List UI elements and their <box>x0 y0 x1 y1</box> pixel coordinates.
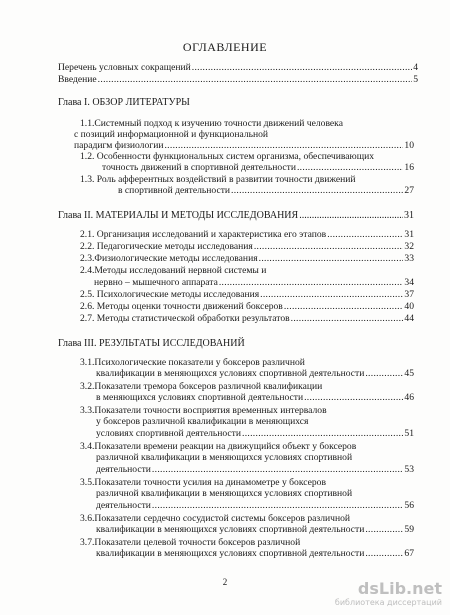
toc-entry-text: 2.4.Методы исследований нервной системы и <box>80 265 267 276</box>
toc-page-number: 31 <box>404 229 414 240</box>
leader-dots <box>260 289 403 300</box>
toc-entry-text: 2.7. Методы статистической обработки результатов <box>80 313 290 324</box>
leader-dots <box>291 313 404 324</box>
leader-dots <box>284 301 404 312</box>
leader-dots <box>297 162 403 173</box>
toc-entry-text: квалификации в меняющихся условиях спортивной деятельности <box>96 524 365 535</box>
toc-page-number: 56 <box>404 500 414 511</box>
toc-entry-text: 3.2.Показатели тремора боксеров различной квалификации <box>80 381 323 392</box>
toc-page-number: 5 <box>413 74 418 85</box>
toc-entry-text: деятельности <box>96 464 151 475</box>
leader-dots <box>231 185 403 196</box>
toc-entry-text: 3.5.Показатели точности усилия на динамометре у боксеров <box>80 477 327 488</box>
toc-entry-text: 3.4.Показатели времени реакции на движущийся объект у боксеров <box>80 441 357 452</box>
toc-entry-2-1 <box>80 229 414 240</box>
toc-page-number: 59 <box>404 524 414 535</box>
toc-page-number: 45 <box>404 368 414 379</box>
toc-page-number: 27 <box>404 185 414 196</box>
leader-dots <box>365 548 403 559</box>
toc-entry-text: деятельности <box>96 500 151 511</box>
toc-entry-2-6 <box>80 301 414 312</box>
leader-dots <box>164 140 403 151</box>
toc-entry-3-2 <box>96 392 414 403</box>
chapter-heading-1: Глава I. ОБЗОР ЛИТЕРАТУРЫ <box>58 97 190 108</box>
leader-dots <box>304 392 403 403</box>
toc-entry-text: различной квалификации в меняющихся условиях спортивной <box>96 488 353 499</box>
leader-dots <box>98 74 413 85</box>
leader-dots <box>299 210 403 222</box>
watermark <box>332 579 442 609</box>
toc-page-number: 33 <box>404 253 414 264</box>
page-number: 2 <box>222 577 228 587</box>
toc-entry-3-5 <box>96 500 414 511</box>
toc-page-number: 53 <box>404 464 414 475</box>
toc-entry-text: в спортивной деятельности <box>118 185 231 196</box>
toc-entry-text: парадигм физиологии <box>74 140 164 151</box>
toc-entry-3-3 <box>96 428 414 439</box>
toc-entry-abbreviations <box>58 62 418 73</box>
toc-entry-text: 3.1.Психологические показатели у боксеров различной <box>80 357 305 368</box>
toc-entry-2-5 <box>80 289 414 300</box>
toc-entry-text: квалификации в меняющихся условиях спортивной деятельности <box>96 368 365 379</box>
toc-entry-text: 2.2. Педагогические методы исследования <box>80 241 253 252</box>
toc-entry-3-7 <box>96 548 414 559</box>
toc-page-number: 16 <box>404 162 414 173</box>
toc-page-number: 4 <box>413 62 418 73</box>
toc-entry-text: точность движений в спортивной деятельности <box>102 162 296 173</box>
toc-entry-text: 3.7.Показатели целевой точности боксеров различной <box>80 537 301 548</box>
toc-entry-text: у боксеров различной квалификации в меняющихся <box>96 416 309 427</box>
toc-page-number: 67 <box>404 548 414 559</box>
toc-entry-text: Перечень условных сокращений <box>58 62 191 73</box>
toc-entry-1-2 <box>102 162 414 173</box>
toc-entry-text: 2.3.Физиологические методы исследования <box>80 253 258 264</box>
leader-dots <box>365 368 403 379</box>
toc-entry-text: 2.6. Методы оценки точности движений боксеров <box>80 301 283 312</box>
toc-page-number: 44 <box>404 313 414 324</box>
leader-dots <box>192 62 412 73</box>
toc-entry-3-1 <box>96 368 414 379</box>
toc-entry-text: Введение <box>58 74 97 85</box>
leader-dots <box>152 464 403 475</box>
toc-page-number: 31 <box>404 210 414 221</box>
toc-entry-text: 1.1.Системный подход к изучению точности движений человека <box>80 118 343 129</box>
toc-entry-1-3 <box>118 185 414 196</box>
toc-entry-text: 3.6.Показатели сердечно сосудистой системы боксеров различной <box>80 513 351 524</box>
leader-dots <box>259 253 404 264</box>
toc-page-number: 40 <box>404 301 414 312</box>
toc-entry-3-4 <box>96 464 414 475</box>
chapter-heading-3: Глава III. РЕЗУЛЬТАТЫ ИССЛЕДОВАНИЙ <box>58 338 245 349</box>
toc-entry-text: нервно – мышечного аппарата <box>94 277 218 288</box>
toc-page-number: 37 <box>404 289 414 300</box>
toc-entry-3-6 <box>96 524 414 535</box>
toc-entry-text: 3.3.Показатели точности восприятия временных интервалов <box>80 405 327 416</box>
toc-entry-2-7 <box>80 313 414 324</box>
leader-dots <box>254 241 404 252</box>
leader-dots <box>219 277 404 288</box>
toc-entry-text: в меняющихся условиях спортивной деятельности <box>96 392 304 403</box>
toc-page-number: 34 <box>404 277 414 288</box>
toc-entry-text: с позиций информационной и функциональной <box>74 129 269 140</box>
toc-page-number: 32 <box>404 241 414 252</box>
chapter-heading-2 <box>58 210 414 222</box>
toc-entry-text: квалификации в меняющихся условиях спортивной деятельности <box>96 548 365 559</box>
toc-entry-text: 1.3. Роль афферентных воздействий в развитии точности движений <box>80 174 356 185</box>
toc-entry-1-1 <box>74 140 414 151</box>
leader-dots <box>365 524 403 535</box>
toc-page-number: 46 <box>404 392 414 403</box>
chapter-heading-text: Глава II. МАТЕРИАЛЫ И МЕТОДЫ ИССЛЕДОВАНИЯ <box>58 210 299 221</box>
toc-page-number: 51 <box>404 428 414 439</box>
toc-entry-introduction <box>58 74 418 85</box>
leader-dots <box>152 500 403 511</box>
toc-page-number: 10 <box>404 140 414 151</box>
leader-dots <box>327 229 403 240</box>
leader-dots <box>242 428 403 439</box>
toc-title: ОГЛАВЛЕНИЕ <box>182 40 268 54</box>
watermark-logo: dsLib.net <box>357 579 442 598</box>
toc-entry-2-2 <box>80 241 414 252</box>
watermark-subtitle: библиотека диссертаций <box>334 598 442 607</box>
toc-entry-2-3 <box>80 253 414 264</box>
toc-entry-text: условиях спортивной деятельности <box>96 428 242 439</box>
toc-entry-text: различной квалификации в меняющихся условиях спортивной <box>96 452 353 463</box>
toc-entry-text: 2.5. Психологические методы исследования <box>80 289 260 300</box>
toc-entry-text: 1.2. Особенности функциональных систем организма, обеспечивающих <box>80 151 375 162</box>
toc-entry-2-4 <box>94 277 414 288</box>
toc-entry-text: 2.1. Организация исследований и характеристика его этапов <box>80 229 327 240</box>
